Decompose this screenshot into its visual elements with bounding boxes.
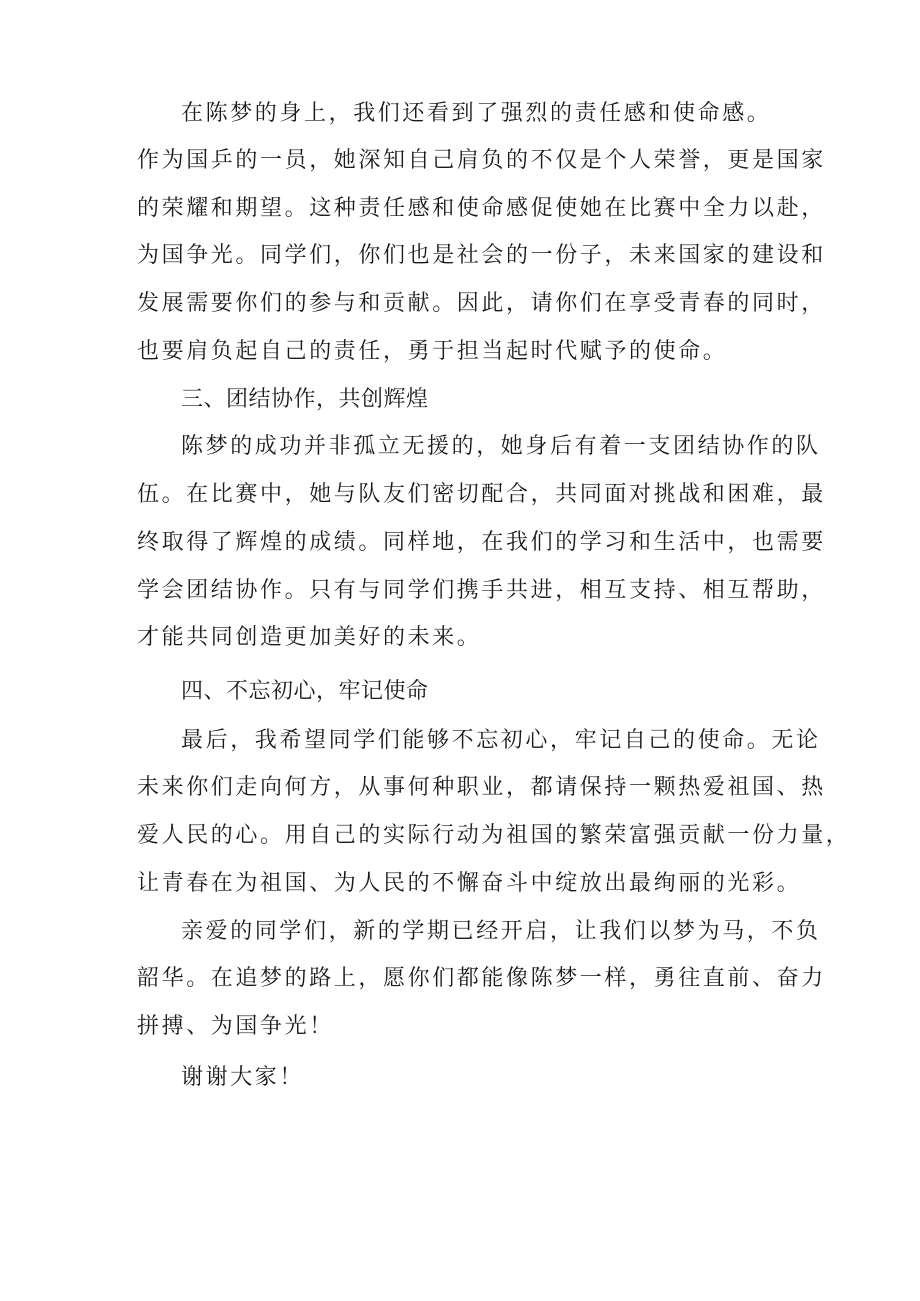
paragraph-line: 发展需要你们的参与和贡献。因此，请你们在享受青春的同时，: [137, 291, 826, 316]
section-heading: 三、团结协作，共创辉煌: [181, 387, 429, 412]
paragraph-line: 最后，我希望同学们能够不忘初心，牢记自己的使命。无论: [181, 728, 821, 753]
paragraph-line: 未来你们走向何方，从事何种职业，都请保持一颗热爱祖国、热: [137, 775, 826, 800]
paragraph-line: 让青春在为祖国、为人民的不懈奋斗中绽放出最绚丽的光彩。: [137, 871, 802, 896]
paragraph-line: 在陈梦的身上，我们还看到了强烈的责任感和使命感。: [181, 101, 772, 126]
paragraph-line: 为国争光。同学们，你们也是社会的一份子，未来国家的建设和: [137, 243, 826, 268]
paragraph-line: 亲爱的同学们，新的学期已经开启，让我们以梦为马，不负: [181, 919, 821, 944]
paragraph-line: 陈梦的成功并非孤立无援的，她身后有着一支团结协作的队: [181, 434, 821, 459]
paragraph-line: 才能共同创造更加美好的未来。: [137, 625, 482, 650]
paragraph-line: 的荣耀和期望。这种责任感和使命感促使她在比赛中全力以赴，: [137, 196, 826, 221]
closing-thanks: 谢谢大家！: [181, 1065, 305, 1090]
section-heading: 四、不忘初心，牢记使命: [181, 679, 429, 704]
paragraph-line: 作为国乒的一员，她深知自己肩负的不仅是个人荣誉，更是国家: [137, 148, 826, 173]
paragraph-line: 学会团结协作。只有与同学们携手共进，相互支持、相互帮助，: [137, 578, 826, 603]
paragraph-line: 爱人民的心。用自己的实际行动为祖国的繁荣富强贡献一份力量，: [137, 823, 851, 848]
paragraph-line: 韶华。在追梦的路上，愿你们都能像陈梦一样，勇往直前、奋力: [137, 966, 826, 991]
paragraph-line: 也要肩负起自己的责任，勇于担当起时代赋予的使命。: [137, 339, 728, 364]
paragraph-line: 拼搏、为国争光！: [137, 1014, 334, 1039]
paragraph-line: 伍。在比赛中，她与队友们密切配合，共同面对挑战和困难，最: [137, 482, 826, 507]
paragraph-line: 终取得了辉煌的成绩。同样地，在我们的学习和生活中，也需要: [137, 530, 826, 555]
